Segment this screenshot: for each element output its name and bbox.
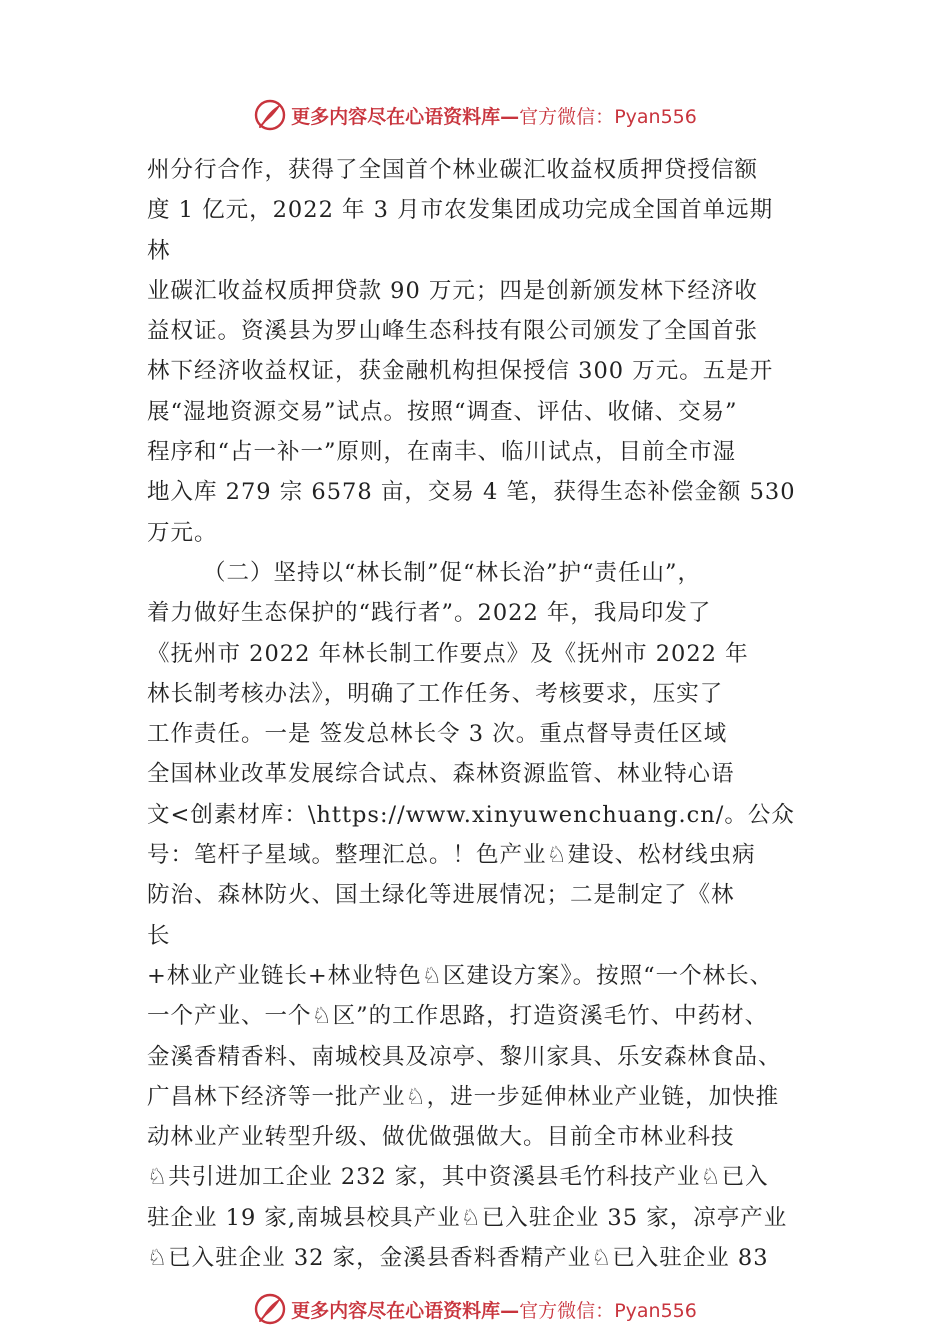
- header-banner: [0, 92, 950, 138]
- body-line: 州分行合作，获得了全国首个林业碳汇收益权质押贷授信额: [147, 157, 759, 183]
- banner-title: 更多内容尽在心语资料库: [291, 1299, 501, 1322]
- banner-text: [291, 102, 697, 129]
- body-line: 金溪香精香料、南城校具及凉亭、黎川家具、乐安森林食品、: [147, 1043, 782, 1070]
- body-line: 文<创素材库：\https://www.xinyuwenchuang.cn/。公众: [147, 801, 795, 828]
- banner-wechat-label: 官方微信：: [519, 1299, 615, 1322]
- body-line: 度 1 亿元，2022 年 3 月市农发集团成功完成全国首单远期: [147, 197, 774, 224]
- body-line: 《抚州市 2022 年林长制工作要点》及《抚州市 2022 年: [147, 640, 749, 667]
- banner-wechat-label: 官方微信：: [519, 105, 615, 128]
- banner-dash: —: [500, 1299, 520, 1322]
- document-body: [147, 150, 819, 1278]
- quill-seal-icon: [253, 98, 287, 132]
- body-line: 林长制考核办法》，明确了工作任务、考核要求，压实了: [147, 680, 724, 707]
- banner-dash: —: [500, 105, 520, 128]
- banner-text: [291, 1296, 697, 1323]
- body-line: 动林业产业转型升级、做优做强做大。目前全市林业科技: [147, 1124, 735, 1151]
- banner-wechat-id: Pyan556: [614, 1299, 697, 1322]
- body-line: 防治、森林防火、国土绿化等进展情况；二是制定了《林: [147, 882, 735, 909]
- footer-banner: [0, 1286, 950, 1332]
- body-line: 程序和“占一补一”原则，在南丰、临川试点，目前全市湿: [147, 439, 737, 466]
- body-line: ♘已入驻企业 32 家，金溪县香料香精产业♘已入驻企业 83: [147, 1245, 769, 1272]
- body-line: 号：笔杆子星域。整理汇总。！色产业♘建设、松材线虫病: [147, 842, 756, 869]
- body-line: 驻企业 19 家,南城县校具产业♘已入驻企业 35 家，凉亭产业: [147, 1204, 788, 1231]
- body-line: 着力做好生态保护的“践行者”。2022 年，我局印发了: [147, 600, 712, 627]
- body-line: 广昌林下经济等一批产业♘，进一步延伸林业产业链，加快推: [147, 1083, 780, 1110]
- body-line: 工作责任。一是 签发总林长令 3 次。重点督导责任区域: [147, 721, 728, 748]
- paragraph-heading: （二）坚持以“林长制”促“林长治”护“责任山”，: [203, 559, 702, 586]
- body-line: 全国林业改革发展综合试点、森林资源监管、林业特心语: [147, 761, 735, 788]
- body-line: 林: [147, 237, 171, 264]
- body-line: 一个产业、一个♘区”的工作思路，打造资溪毛竹、中药材、: [147, 1003, 769, 1030]
- banner-title: 更多内容尽在心语资料库: [291, 105, 501, 128]
- body-line: 长: [147, 922, 171, 949]
- body-line: +林业产业链长+林业特色♘区建设方案》。按照“一个林长、: [147, 962, 774, 989]
- body-line: 展“湿地资源交易”试点。按照“调查、评估、收储、交易”: [147, 398, 738, 425]
- body-line: 益权证。资溪县为罗山峰生态科技有限公司颁发了全国首张: [147, 318, 759, 345]
- body-line: 林下经济收益权证，获金融机构担保授信 300 万元。五是开: [147, 358, 774, 385]
- body-line: ♘共引进加工企业 232 家，其中资溪县毛竹科技产业♘已入: [147, 1164, 769, 1191]
- body-line: 业碳汇收益权质押贷款 90 万元；四是创新颁发林下经济收: [147, 277, 758, 304]
- quill-seal-icon: [253, 1292, 287, 1326]
- body-line: 地入库 279 宗 6578 亩，交易 4 笔，获得生态补偿金额 530: [147, 479, 796, 506]
- banner-wechat-id: Pyan556: [614, 105, 697, 128]
- body-line: 万元。: [147, 519, 218, 546]
